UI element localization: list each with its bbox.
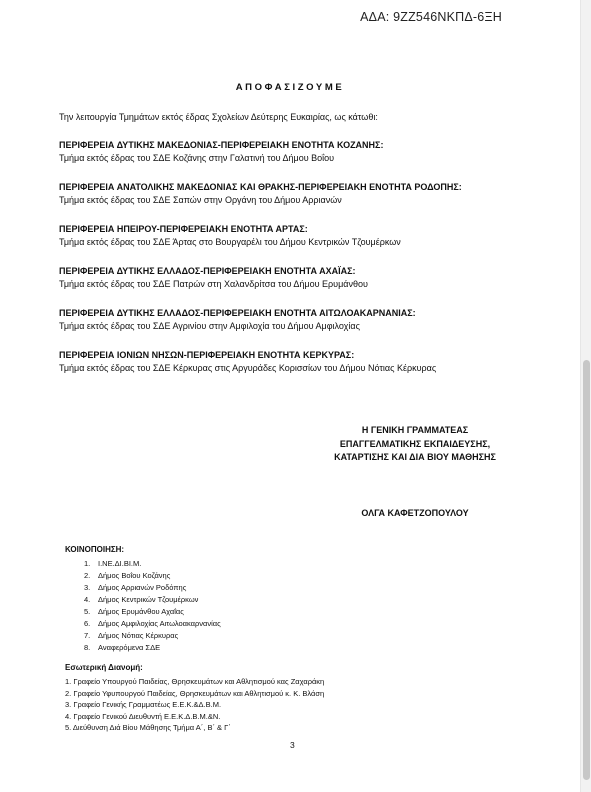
section-region: ΠΕΡΙΦΕΡΕΙΑ ΗΠΕΙΡΟΥ-ΠΕΡΙΦΕΡΕΙΑΚΗ ΕΝΟΤΗΤΑ ΑΡΤΑΣ: [59, 224, 308, 234]
list-number: 5. [84, 607, 91, 616]
list-number: 6. [84, 619, 91, 628]
list-text: Δήμος Βοΐου Κοζάνης [98, 571, 171, 580]
list-item: 5. Διεύθυνση Διά Βίου Μάθησης Τμήμα Α΄, Β΄ & Γ΄ [65, 723, 231, 732]
list-item [84, 642, 221, 654]
list-text: Δήμος Ερυμάνθου Αχαΐας [98, 607, 184, 616]
decision-section [59, 265, 559, 307]
list-number: 4. [84, 595, 91, 604]
list-item [84, 570, 221, 582]
list-item: 3. Γραφείο Γενικής Γραμματέως Ε.Ε.Κ.&Δ.Β.Μ. [65, 700, 222, 709]
section-region: ΠΕΡΙΦΕΡΕΙΑ ΔΥΤΙΚΗΣ ΕΛΛΑΔΟΣ-ΠΕΡΙΦΕΡΕΙΑΚΗ ΕΝΟΤΗΤΑ ΑΙΤΩΛΟΑΚΑΡΝΑΝΙΑΣ: [59, 308, 416, 318]
section-department: Τμήμα εκτός έδρας του ΣΔΕ Αγρινίου στην Αμφιλοχία του Δήμου Αμφιλοχίας [59, 321, 360, 331]
page-number: 3 [290, 740, 295, 750]
signer-name: ΟΛΓΑ ΚΑΦΕΤΖΟΠΟΥΛΟΥ [361, 508, 469, 518]
decision-section [59, 181, 559, 223]
signature-block [310, 424, 520, 465]
section-department: Τμήμα εκτός έδρας του ΣΔΕ Πατρών στη Χαλανδρίτσα του Δήμου Ερυμάνθου [59, 279, 368, 289]
signature-title: Η ΓΕΝΙΚΗ ΓΡΑΜΜΑΤΕΑΣ [361, 425, 469, 435]
list-item [84, 594, 221, 606]
section-department: Τμήμα εκτός έδρας του ΣΔΕ Άρτας στο Βουργαρέλι του Δήμου Κεντρικών Τζουμέρκων [59, 237, 401, 247]
notification-title: ΚΟΙΝΟΠΟΙΗΣΗ: [65, 545, 125, 554]
intro-text: Την λειτουργία Τμημάτων εκτός έδρας Σχολείων Δεύτερης Ευκαιρίας, ως κάτωθι: [59, 112, 378, 122]
list-text: Δήμος Αμφιλοχίας Αιτωλοακαρνανίας [98, 619, 221, 628]
list-text: Δήμος Νότιας Κέρκυρας [98, 631, 179, 640]
signature-title: ΕΠΑΓΓΕΛΜΑΤΙΚΗΣ ΕΚΠΑΙΔΕΥΣΗΣ, [339, 438, 491, 449]
vertical-scrollbar[interactable] [580, 0, 591, 792]
decision-section [59, 349, 559, 391]
section-region: ΠΕΡΙΦΕΡΕΙΑ ΔΥΤΙΚΗΣ ΜΑΚΕΔΟΝΙΑΣ-ΠΕΡΙΦΕΡΕΙΑΚΗ ΕΝΟΤΗΤΑ ΚΟΖΑΝΗΣ: [59, 140, 384, 150]
list-number: 8. [84, 643, 91, 652]
list-item: 1. Γραφείο Υπουργού Παιδείας, Θρησκευμάτων και Αθλητισμού κας Ζαχαράκη [65, 677, 325, 686]
notification-list [84, 558, 221, 654]
signature-title: ΚΑΤΑΡΤΙΣΗΣ ΚΑΙ ΔΙΑ ΒΙΟΥ ΜΑΘΗΣΗΣ [334, 452, 496, 462]
list-number: 7. [84, 631, 91, 640]
list-item [84, 606, 221, 618]
section-department: Τμήμα εκτός έδρας του ΣΔΕ Σαπών στην Οργάνη του Δήμου Αρριανών [59, 195, 342, 205]
list-number: 3. [84, 583, 91, 592]
scrollbar-thumb[interactable] [583, 360, 590, 780]
list-item [84, 558, 221, 570]
section-department: Τμήμα εκτός έδρας του ΣΔΕ Κοζάνης στην Γαλατινή του Δήμου Βοΐου [59, 153, 335, 163]
section-region: ΠΕΡΙΦΕΡΕΙΑ ΔΥΤΙΚΗΣ ΕΛΛΑΔΟΣ-ΠΕΡΙΦΕΡΕΙΑΚΗ ΕΝΟΤΗΤΑ ΑΧΑΪΑΣ: [59, 266, 356, 276]
list-text: Αναφερόμενα ΣΔΕ [98, 643, 161, 652]
list-item [84, 618, 221, 630]
section-department: Τμήμα εκτός έδρας του ΣΔΕ Κέρκυρας στις Αργυράδες Κορισσίων του Δήμου Νότιας Κέρκυρας [59, 363, 437, 373]
list-text: Δήμος Κεντρικών Τζουμέρκων [98, 595, 199, 604]
list-text: Ι.ΝΕ.ΔΙ.ΒΙ.Μ. [98, 559, 142, 568]
decision-section [59, 223, 559, 265]
section-region: ΠΕΡΙΦΕΡΕΙΑ ΑΝΑΤΟΛΙΚΗΣ ΜΑΚΕΔΟΝΙΑΣ ΚΑΙ ΘΡΑΚΗΣ-ΠΕΡΙΦΕΡΕΙΑΚΗ ΕΝΟΤΗΤΑ ΡΟΔΟΠΗΣ: [59, 182, 462, 192]
ada-code: ΑΔΑ: 9ΖΖ546ΝΚΠΔ-6ΞΗ [360, 10, 502, 24]
list-item: 4. Γραφείο Γενικού Διευθυντή Ε.Ε.Κ.Δ.Β.Μ.&Ν. [65, 711, 221, 721]
decision-section [59, 307, 559, 349]
list-number: 2. [84, 571, 91, 580]
list-item [84, 630, 221, 642]
decision-heading: ΑΠΟΦΑΣΙΖΟΥΜΕ [235, 82, 345, 93]
list-item [84, 582, 221, 594]
list-item: 2. Γραφείο Υφυπουργού Παιδείας, Θρησκευμάτων και Αθλητισμού κ. Κ. Βλάση [65, 688, 325, 698]
section-region: ΠΕΡΙΦΕΡΕΙΑ ΙΟΝΙΩΝ ΝΗΣΩΝ-ΠΕΡΙΦΕΡΕΙΑΚΗ ΕΝΟΤΗΤΑ ΚΕΡΚΥΡΑΣ: [59, 350, 355, 360]
decision-sections [59, 139, 559, 391]
internal-distribution-title: Εσωτερική Διανομή: [65, 663, 143, 672]
list-text: Δήμος Αρριανών Ροδόπης [98, 583, 187, 592]
decision-section [59, 139, 559, 181]
internal-distribution-list [65, 676, 324, 734]
list-number: 1. [84, 559, 91, 568]
